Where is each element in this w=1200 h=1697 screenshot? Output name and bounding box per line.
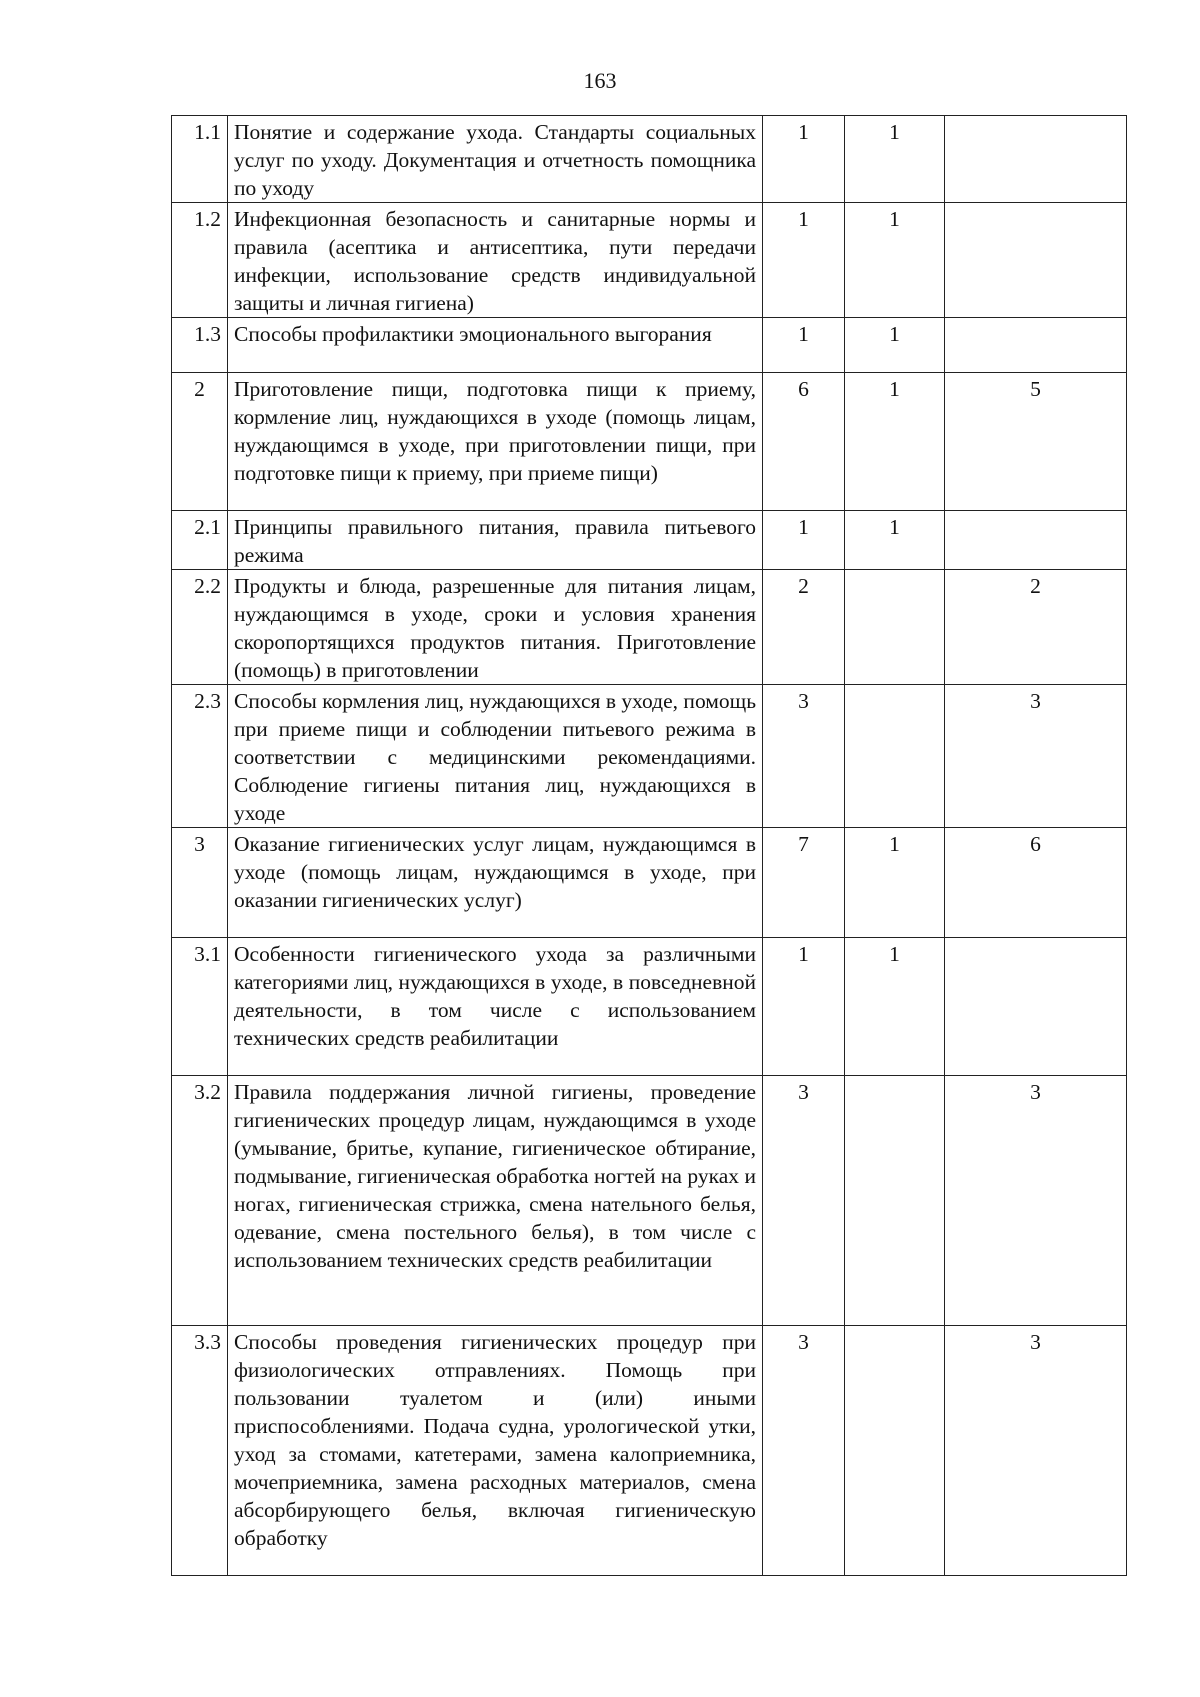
- table-row: [172, 1326, 1127, 1576]
- hours-practice: [945, 318, 1127, 373]
- curriculum-table: [171, 115, 1127, 1576]
- hours-total: 1: [763, 511, 845, 570]
- row-number: 2.1: [172, 511, 228, 570]
- topic-text: Способы проведения гигиенических процедур при физиологических отправлениях. Помощь при пользовании туалетом и (или) иными приспособлениями. Подача судна, урологической утки, уход за стомами, катетерами, замена калоприемника, мочеприемника, замена расходных материалов, смена абсорбирующего белья, включая гигиеническую обработку: [228, 1326, 763, 1576]
- hours-practice: 3: [945, 1076, 1127, 1326]
- table-row: [172, 938, 1127, 1076]
- table-row: [172, 203, 1127, 318]
- row-number: 2.3: [172, 685, 228, 828]
- hours-practice: [945, 116, 1127, 203]
- row-number: 1.1: [172, 116, 228, 203]
- hours-practice: [945, 938, 1127, 1076]
- row-number: 2: [172, 373, 228, 511]
- hours-theory: 1: [845, 318, 945, 373]
- hours-theory: 1: [845, 511, 945, 570]
- topic-text: Оказание гигиенических услуг лицам, нуждающимся в уходе (помощь лицам, нуждающимся в уходе, при оказании гигиенических услуг): [228, 828, 763, 938]
- table-body: [172, 116, 1127, 1576]
- hours-practice: [945, 511, 1127, 570]
- hours-practice: 6: [945, 828, 1127, 938]
- hours-theory: [845, 685, 945, 828]
- topic-text: Продукты и блюда, разрешенные для питания лицам, нуждающимся в уходе, сроки и условия хранения скоропортящихся продуктов питания. Приготовление (помощь) в приготовлении: [228, 570, 763, 685]
- row-number: 3.1: [172, 938, 228, 1076]
- hours-total: 1: [763, 318, 845, 373]
- table-row: [172, 685, 1127, 828]
- table-row: [172, 511, 1127, 570]
- topic-text: Понятие и содержание ухода. Стандарты социальных услуг по уходу. Документация и отчетность помощника по уходу: [228, 116, 763, 203]
- hours-practice: 5: [945, 373, 1127, 511]
- table-row: [172, 570, 1127, 685]
- hours-theory: [845, 1326, 945, 1576]
- hours-practice: 3: [945, 1326, 1127, 1576]
- topic-text: Принципы правильного питания, правила питьевого режима: [228, 511, 763, 570]
- row-number: 2.2: [172, 570, 228, 685]
- hours-theory: [845, 1076, 945, 1326]
- hours-total: 1: [763, 116, 845, 203]
- hours-theory: 1: [845, 938, 945, 1076]
- table-row: [172, 116, 1127, 203]
- topic-text: Способы профилактики эмоционального выгорания: [228, 318, 763, 373]
- hours-practice: 3: [945, 685, 1127, 828]
- topic-text: Особенности гигиенического ухода за различными категориями лиц, нуждающихся в уходе, в повседневной деятельности, в том числе с использованием технических средств реабилитации: [228, 938, 763, 1076]
- row-number: 1.3: [172, 318, 228, 373]
- hours-total: 1: [763, 938, 845, 1076]
- hours-total: 3: [763, 685, 845, 828]
- table-row: [172, 1076, 1127, 1326]
- hours-total: 3: [763, 1076, 845, 1326]
- row-number: 3: [172, 828, 228, 938]
- topic-text: Способы кормления лиц, нуждающихся в уходе, помощь при приеме пищи и соблюдении питьевого режима в соответствии с медицинскими рекомендациями. Соблюдение гигиены питания лиц, нуждающихся в уходе: [228, 685, 763, 828]
- page-number: 163: [583, 68, 617, 93]
- hours-practice: 2: [945, 570, 1127, 685]
- hours-total: 3: [763, 1326, 845, 1576]
- row-number: 3.3: [172, 1326, 228, 1576]
- table-row: [172, 373, 1127, 511]
- topic-text: Инфекционная безопасность и санитарные нормы и правила (асептика и антисептика, пути передачи инфекции, использование средств индивидуальной защиты и личная гигиена): [228, 203, 763, 318]
- hours-total: 1: [763, 203, 845, 318]
- hours-theory: 1: [845, 116, 945, 203]
- table-row: [172, 828, 1127, 938]
- hours-total: 7: [763, 828, 845, 938]
- hours-total: 2: [763, 570, 845, 685]
- hours-theory: 1: [845, 373, 945, 511]
- hours-total: 6: [763, 373, 845, 511]
- topic-text: Приготовление пищи, подготовка пищи к приему, кормление лиц, нуждающихся в уходе (помощь лицам, нуждающимся в уходе, при приготовлении пищи, при подготовке пищи к приему, при приеме пищи): [228, 373, 763, 511]
- hours-theory: [845, 570, 945, 685]
- row-number: 3.2: [172, 1076, 228, 1326]
- hours-theory: 1: [845, 828, 945, 938]
- topic-text: Правила поддержания личной гигиены, проведение гигиенических процедур лицам, нуждающимся в уходе (умывание, бритье, купание, гигиеническое обтирание, подмывание, гигиеническая обработка ногтей на руках и ногах, гигиеническая стрижка, смена нательного белья, одевание, смена постельного белья), в том числе с использованием технических средств реабилитации: [228, 1076, 763, 1326]
- table-row: [172, 318, 1127, 373]
- hours-practice: [945, 203, 1127, 318]
- hours-theory: 1: [845, 203, 945, 318]
- row-number: 1.2: [172, 203, 228, 318]
